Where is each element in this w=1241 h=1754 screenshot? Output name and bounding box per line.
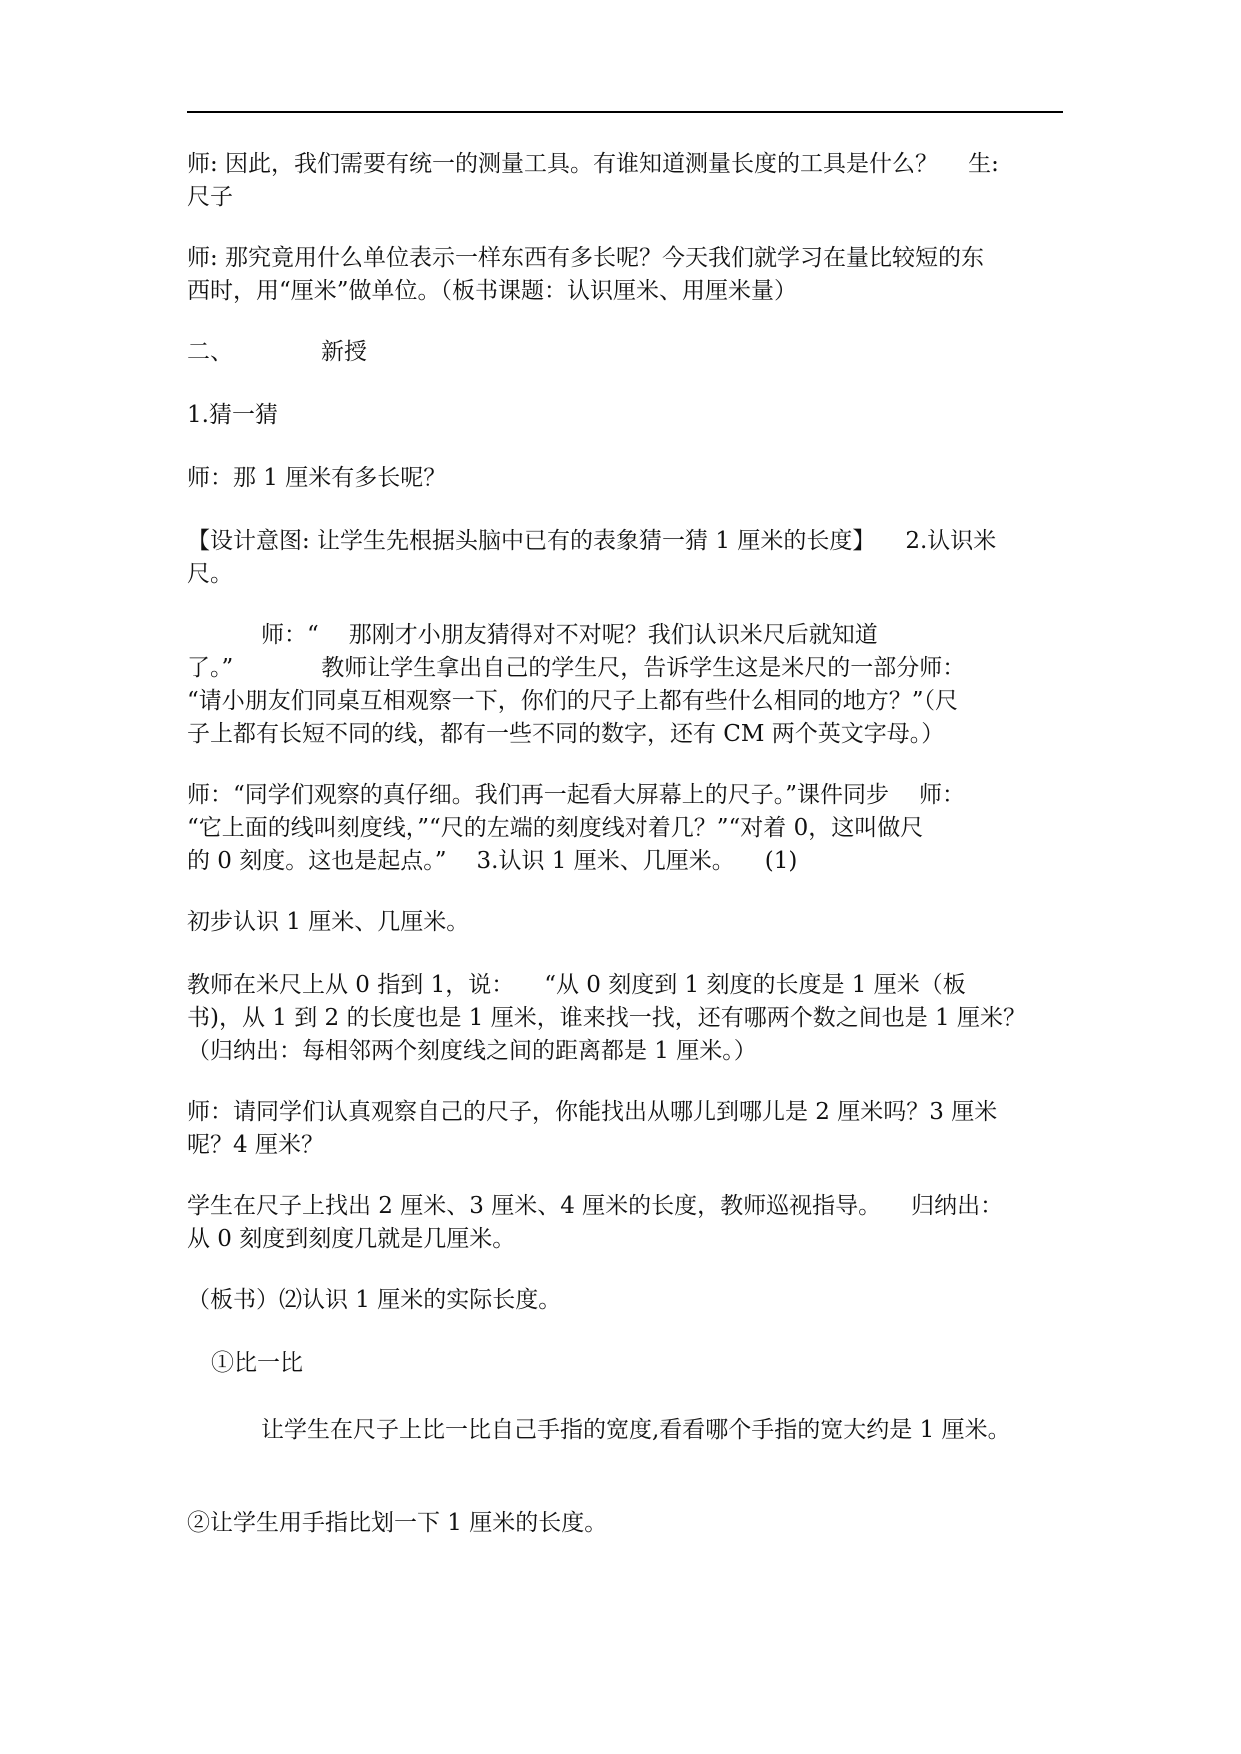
text-line: 让学生在尺子上比一比自己手指的宽度,看看哪个手指的宽大约是 1 厘米。 [261,1417,1011,1443]
text-line: 归纳出： [911,1193,1004,1219]
section-title: 新授 [321,339,367,365]
text-line: 学生在尺子上找出 2 厘米、3 厘米、4 厘米的长度，教师巡视指导。 [187,1193,882,1219]
text-line: 尺子 [187,184,233,210]
text-line: 师：“同学们观察的真仔细。我们再一起看大屏幕上的尺子。”课件同步 [187,782,890,808]
text-line: 3.认识 1 厘米、几厘米。 [476,848,735,874]
text-line: “从 0 刻度到 1 刻度的长度是 1 厘米（板 [544,972,966,998]
text-line: 尺。 [187,561,233,587]
text-line: 2.认识米 [905,528,997,554]
paragraph-design-intent [187,525,1063,591]
text-line: 教师在米尺上从 0 指到 1，说： [187,972,515,998]
subheading-compare [187,1347,1063,1380]
section-heading [187,336,1063,369]
text-line: 师：那 1 厘米有多长呢？ [187,465,447,491]
text-line: 师: 因此，我们需要有统一的测量工具。有谁知道测量长度的工具是什么？ [187,151,939,177]
text-line: 1.猜一猜 [187,402,278,428]
text-line: 初步认识 1 厘米、几厘米。 [187,909,470,935]
paragraph-finger-gesture [187,1507,1063,1540]
text-line: 师: 那究竟用什么单位表示一样东西有多长呢？今天我们就学习在量比较短的东 [187,245,985,271]
paragraph-first-recognition [187,906,1063,939]
text-line: 子上都有长短不同的线，都有一些不同的数字，还有 CM 两个英文字母。） [187,721,945,747]
paragraph-measuring-tool [187,148,1063,214]
paragraph-observe-ruler [187,1096,1063,1162]
text-line: 呢？4 厘米？ [187,1132,324,1158]
text-line: 的 0 刻度。这也是起点。” [187,848,447,874]
text-line: （板书）⑵认识 1 厘米的实际长度。 [187,1287,562,1313]
text-line: 那刚才小朋友猜得对不对呢？我们认识米尺后就知道 [348,622,878,648]
document-body [187,148,1063,1568]
paragraph-screen-ruler [187,779,1063,878]
text-line: 师： [919,782,966,808]
text-line: “请小朋友们同桌互相观察一下，你们的尺子上都有些什么相同的地方？”（尺 [187,688,959,714]
section-number: 二、 [187,339,233,365]
text-line: 师：“ [261,622,319,648]
text-line: (1) [764,848,798,874]
text-line: 生: [968,151,999,177]
text-line: 从 0 刻度到刻度几就是几厘米。 [187,1226,516,1252]
text-line: 【设计意图: 让学生先根据头脑中已有的表象猜一猜 1 厘米的长度】 [187,528,876,554]
text-line: 教师让学生拿出自己的学生尺，告诉学生这是米尺的一部分师： [321,655,966,681]
paragraph-ruler-intro [187,619,1063,751]
text-line: 书)，从 1 到 2 的长度也是 1 厘米，谁来找一找，还有哪两个数之间也是 1 厘米？ [187,1005,1026,1031]
header-rule [187,111,1063,113]
paragraph-one-centimeter [187,969,1063,1068]
paragraph-question [187,462,1063,495]
paragraph-actual-length [187,1284,1063,1317]
text-line: ①比一比 [211,1350,303,1376]
paragraph-finger-width [187,1414,1063,1447]
subheading-guess [187,399,1063,432]
paragraph-unit [187,242,1063,308]
text-line: 西时，用“厘米”做单位。（板书课题：认识厘米、用厘米量） [187,278,798,304]
text-line: 了。” [187,655,234,681]
text-line: （归纳出：每相邻两个刻度线之间的距离都是 1 厘米。） [187,1038,757,1064]
paragraph-find-lengths [187,1190,1063,1256]
text-line: ②让学生用手指比划一下 1 厘米的长度。 [187,1510,608,1536]
text-line: 师：请同学们认真观察自己的尺子，你能找出从哪儿到哪儿是 2 厘米吗？3 厘米 [187,1099,998,1125]
text-line: “它上面的线叫刻度线，”“尺的左端的刻度线对着几？”“对着 0，这叫做尺 [187,815,924,841]
